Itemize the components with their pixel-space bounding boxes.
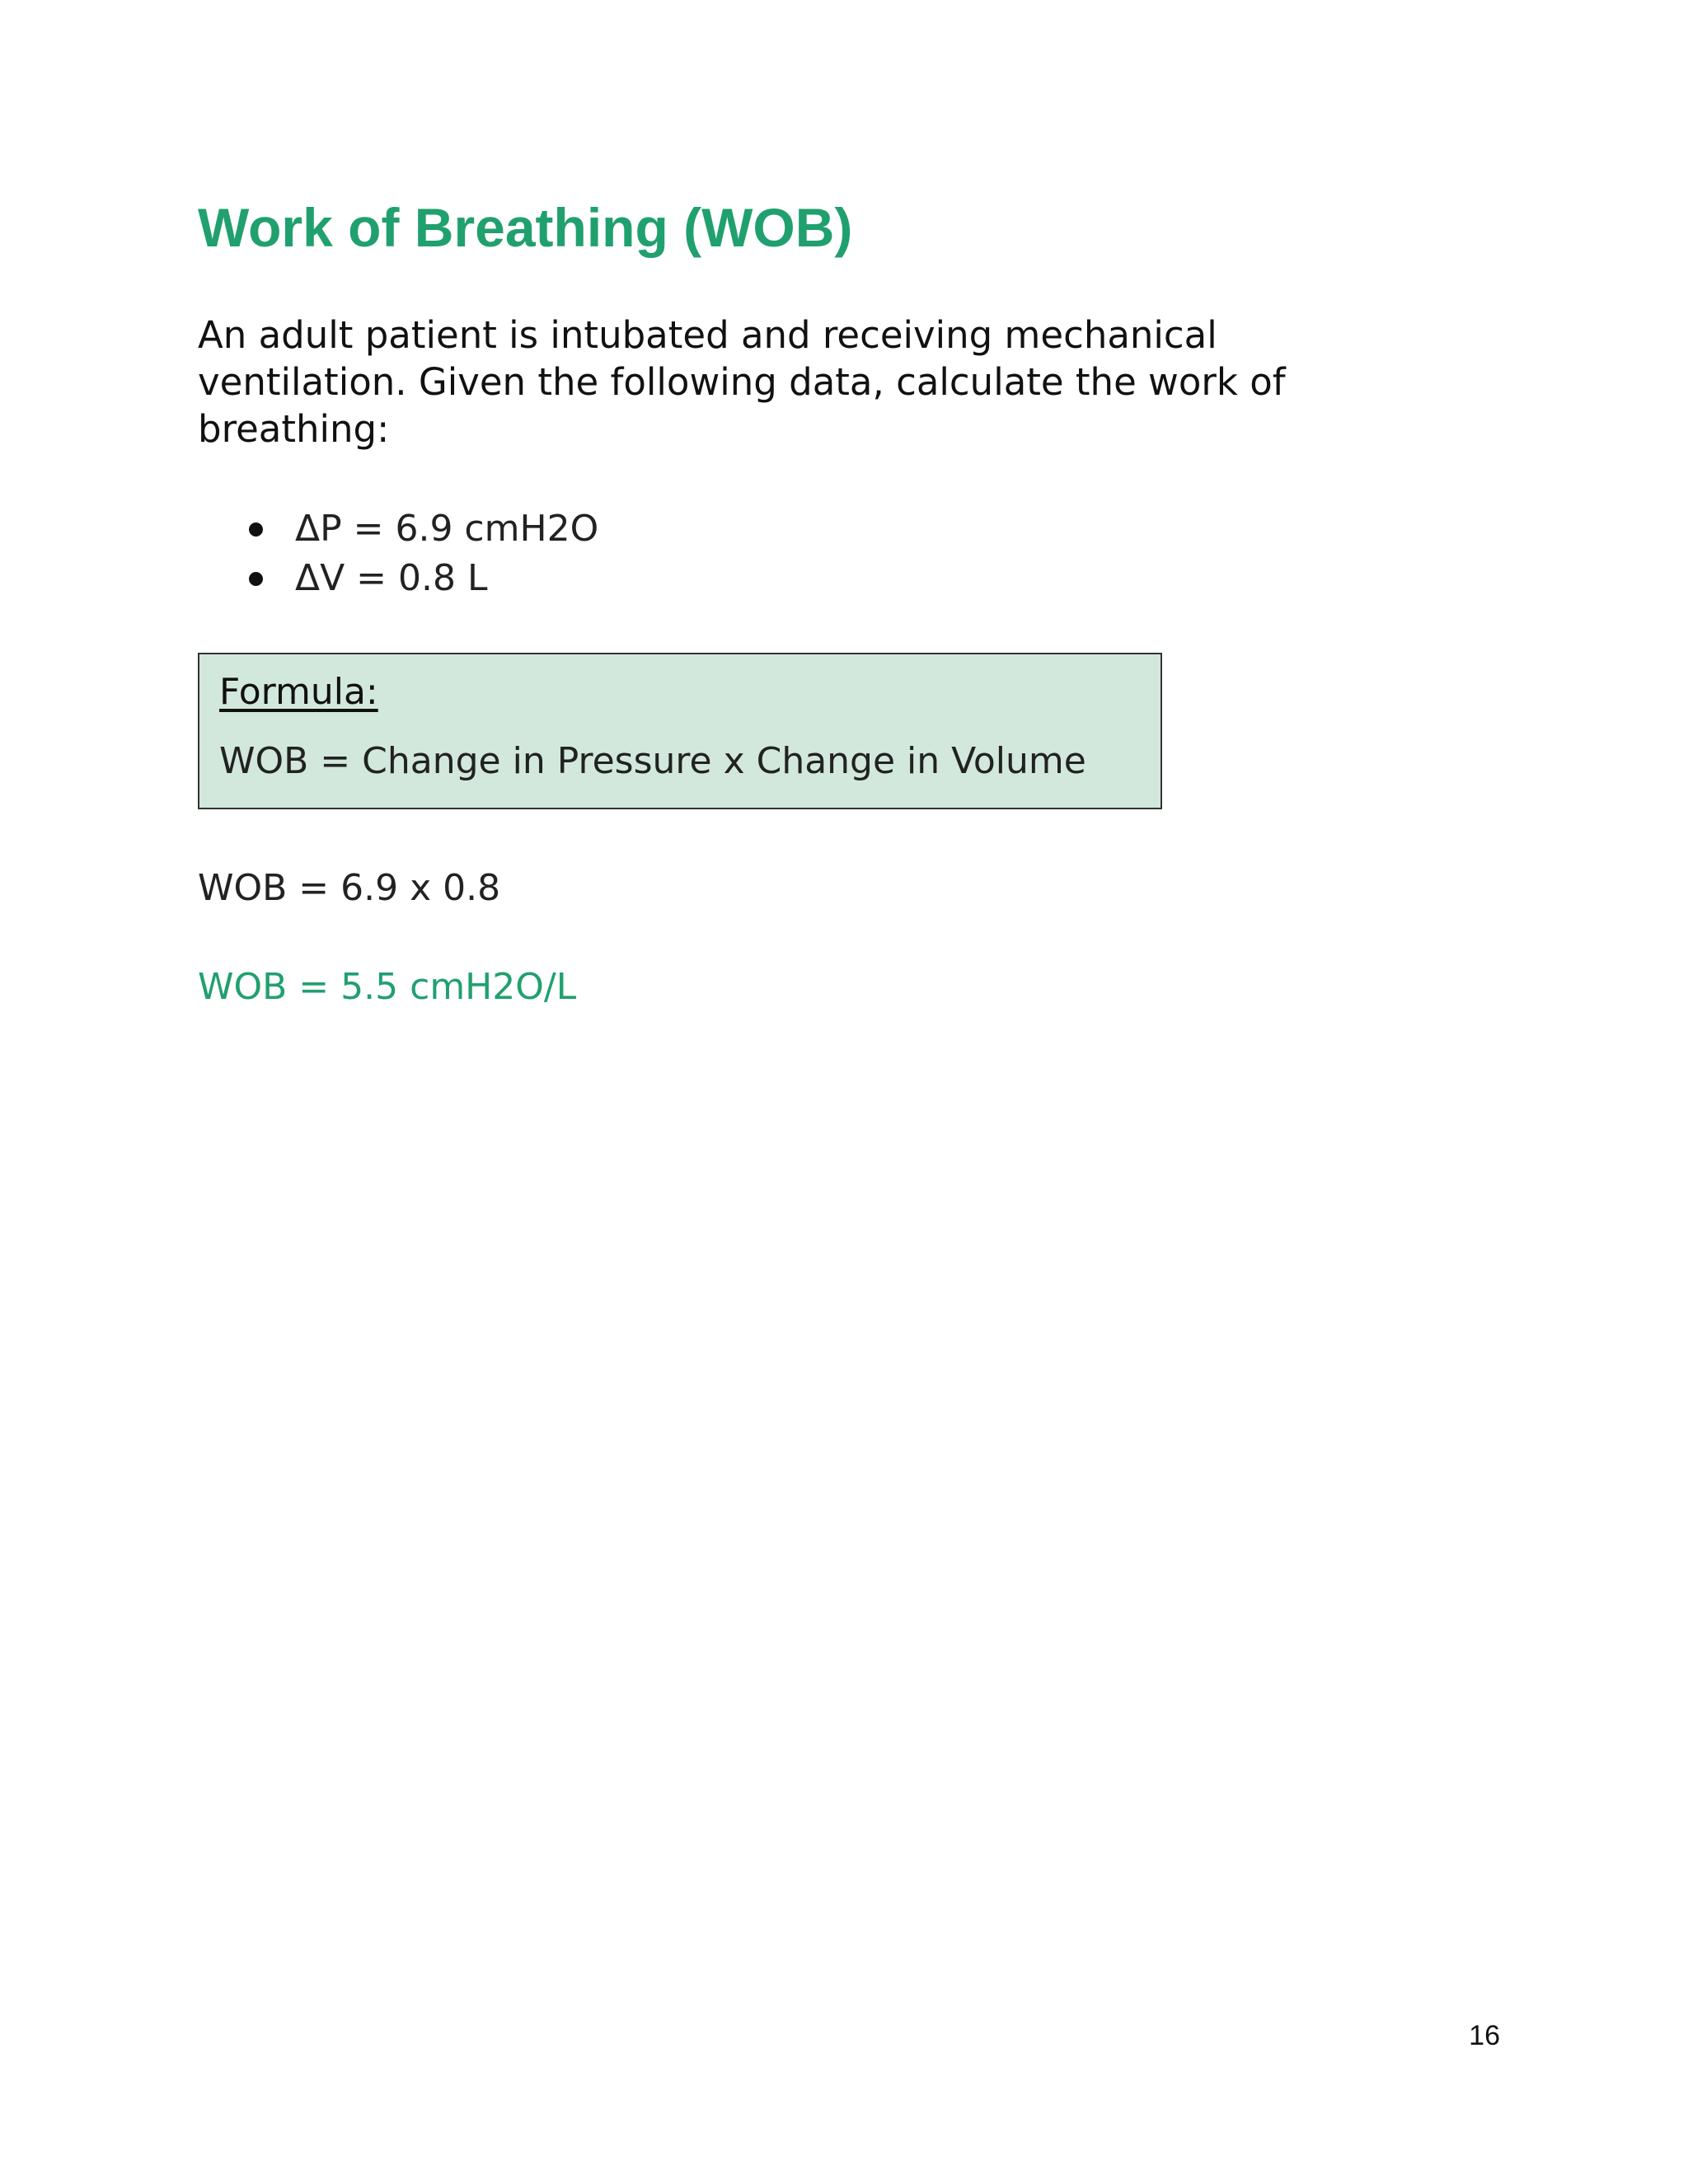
page-number: 16 bbox=[1469, 2020, 1500, 2051]
formula-box bbox=[198, 653, 1162, 809]
formula-text: WOB = Change in Pressure x Change in Volume bbox=[219, 740, 1086, 782]
page-title: Work of Breathing (WOB) bbox=[198, 197, 853, 258]
calculation-result: WOB = 5.5 cmH2O/L bbox=[198, 966, 577, 1008]
problem-statement: An adult patient is intubated and receiving mechanical ventilation. Given the following data, calculate the work of breathing: bbox=[198, 313, 1286, 451]
bullet-icon bbox=[249, 523, 263, 537]
bullet-icon bbox=[249, 572, 263, 586]
formula-label: Formula: bbox=[219, 671, 378, 713]
given-volume: ΔV = 0.8 L bbox=[295, 557, 488, 599]
given-pressure: ΔP = 6.9 cmH2O bbox=[295, 508, 599, 550]
calculation-step: WOB = 6.9 x 0.8 bbox=[198, 867, 501, 909]
